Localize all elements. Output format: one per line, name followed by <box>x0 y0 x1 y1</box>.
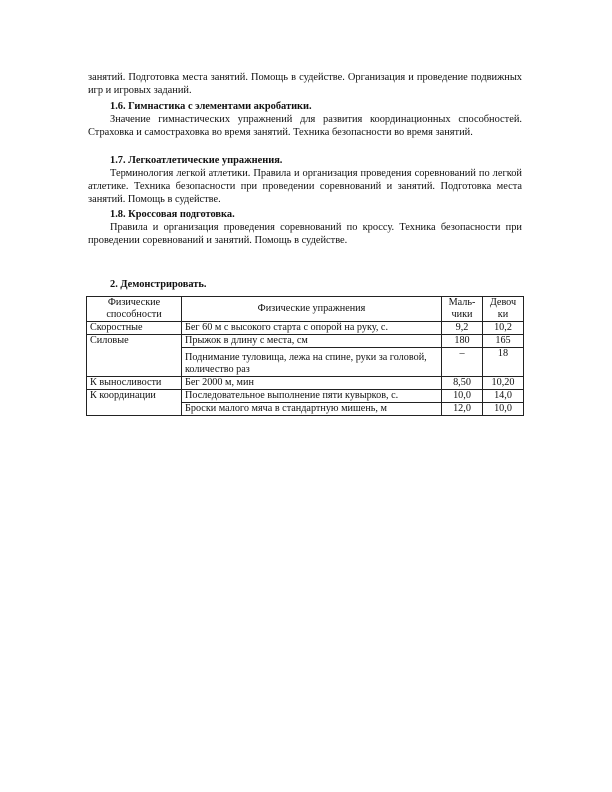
cell-exercise: Бег 60 м с высокого старта с опорой на руку, с. <box>182 322 442 335</box>
heading-2: 2. Демонстрировать. <box>110 279 207 290</box>
paragraph-1-7: Терминология легкой атлетики. Правила и организация проведения соревнований по легкой атлетике. Техника безопасности при проведении соревнований и занятий. Подготовка места занятий. Помощь в судействе. <box>88 168 522 205</box>
standards-table <box>86 296 524 416</box>
table-row <box>87 390 524 403</box>
header-exercises: Физические упражнения <box>182 297 442 322</box>
cell-girls: 10,0 <box>483 403 524 416</box>
cell-exercise: Бег 2000 м, мин <box>182 377 442 390</box>
paragraph-1-6: Значение гимнастических упражнений для развития координационных способностей. Страховка и самостраховка во время занятий. Техника безопасности во время занятий. <box>88 114 522 138</box>
cell-boys: 9,2 <box>442 322 483 335</box>
cell-exercise: Последовательное выполнение пяти кувырков, с. <box>182 390 442 403</box>
heading-1-8: 1.8. Кроссовая подготовка. <box>110 209 235 220</box>
header-abilities: Физические способности <box>87 297 182 322</box>
table-row <box>87 377 524 390</box>
heading-1-6: 1.6. Гимнастика с элементами акробатики. <box>110 101 312 112</box>
cell-girls: 165 <box>483 335 524 348</box>
header-boys: Маль-чики <box>442 297 483 322</box>
cell-girls: 18 <box>483 348 524 377</box>
cell-boys: – <box>442 348 483 377</box>
cell-ability: Силовые <box>87 335 182 377</box>
cell-ability: Скоростные <box>87 322 182 335</box>
table-header-row <box>87 297 524 322</box>
cell-girls: 10,2 <box>483 322 524 335</box>
cell-exercise: Поднимание туловища, лежа на спине, руки за головой, количество раз <box>182 348 442 377</box>
table-row <box>87 335 524 348</box>
cell-boys: 180 <box>442 335 483 348</box>
paragraph-1-8: Правила и организация проведения соревнований по кроссу. Техника безопасности при проведении соревнований и занятий. Помощь в судействе. <box>88 222 522 246</box>
header-girls: Девоч ки <box>483 297 524 322</box>
cell-exercise: Прыжок в длину с места, см <box>182 335 442 348</box>
cell-boys: 10,0 <box>442 390 483 403</box>
cell-ability: К выносливости <box>87 377 182 390</box>
cell-ability: К координации <box>87 390 182 416</box>
table-row <box>87 322 524 335</box>
cell-girls: 14,0 <box>483 390 524 403</box>
cell-boys: 8,50 <box>442 377 483 390</box>
cell-girls: 10,20 <box>483 377 524 390</box>
heading-1-7: 1.7. Легкоатлетические упражнения. <box>110 155 283 166</box>
paragraph-intro: занятий. Подготовка места занятий. Помощь в судействе. Организация и проведение подвижных игр и игровых заданий. <box>88 72 522 96</box>
cell-exercise: Броски малого мяча в стандартную мишень, м <box>182 403 442 416</box>
cell-boys: 12,0 <box>442 403 483 416</box>
